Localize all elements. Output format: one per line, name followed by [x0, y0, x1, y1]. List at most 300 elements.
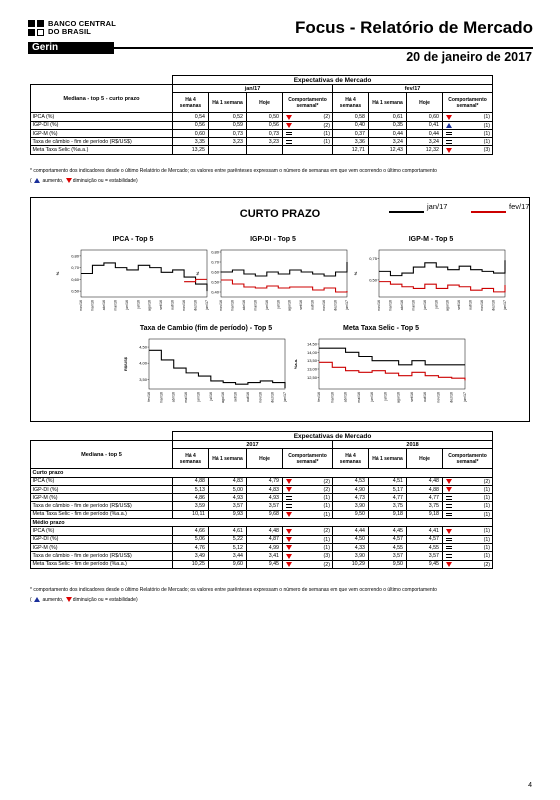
- value-cell: 4,73: [333, 494, 369, 502]
- trend-stable-icon: [286, 140, 292, 144]
- trend-stable-icon: [446, 132, 452, 136]
- y-tick-label: 14,00: [306, 349, 317, 355]
- value-cell: 0,56: [247, 121, 283, 129]
- value-cell: 4,77: [369, 494, 407, 502]
- legend-swatch: [471, 211, 506, 213]
- x-tick-label: dez/16: [491, 300, 496, 311]
- value-cell: 12,32: [407, 146, 443, 154]
- period-header: 2017: [173, 441, 333, 449]
- value-cell: 3,57: [209, 502, 247, 510]
- value-cell: 0,37: [333, 129, 369, 137]
- trend-weeks: (2): [323, 114, 330, 121]
- trend-cell: [283, 113, 333, 121]
- value-cell: 4,93: [247, 494, 283, 502]
- trend-cell: [443, 494, 493, 502]
- y-tick-label: 0,50: [369, 277, 377, 283]
- value-cell: 9,50: [333, 510, 369, 518]
- value-cell: 4,83: [247, 485, 283, 493]
- x-tick-label: jan/17: [345, 300, 349, 310]
- trend-weeks: (1): [483, 553, 491, 560]
- report-date: 20 de janeiro de 2017: [406, 50, 532, 64]
- trend-stable-icon: [446, 140, 452, 144]
- y-axis-label: R$/US$: [123, 356, 128, 372]
- trend-cell: [443, 121, 493, 129]
- value-cell: 3,24: [369, 138, 407, 146]
- value-cell: 10,11: [173, 510, 209, 518]
- indicator-label: Meta Taxa Selic - fim de período (%a.a.): [31, 510, 173, 518]
- column-header: Há 4 semanas: [173, 449, 209, 469]
- legend-label: fev/17: [509, 202, 530, 211]
- page-number: 4: [528, 782, 532, 789]
- indicator-label: IGP-M (%): [31, 543, 173, 551]
- chart-svg: [121, 335, 291, 413]
- column-header: Há 1 semana: [369, 449, 407, 469]
- x-tick-label: out/16: [170, 300, 175, 310]
- column-header: Comportamento semanal*: [443, 449, 493, 469]
- trend-down-icon: [286, 479, 292, 484]
- column-header: Comportamento semanal*: [283, 449, 333, 469]
- legend-entry: [389, 202, 448, 211]
- trend-weeks: (1): [483, 139, 491, 146]
- expectations-table-short: [30, 75, 531, 155]
- row-header: Mediana - top 5: [31, 441, 173, 469]
- value-cell: 3,23: [209, 138, 247, 146]
- x-tick-label: set/16: [457, 300, 462, 310]
- trend-down-icon: [286, 545, 292, 550]
- trend-cell: [283, 552, 333, 560]
- x-tick-label: out/16: [423, 392, 428, 402]
- series-line-1: [379, 282, 505, 292]
- short-term-charts-panel: [30, 197, 530, 422]
- x-tick-label: dez/16: [449, 392, 454, 403]
- trend-cell: [283, 510, 333, 518]
- value-cell: 9,93: [209, 510, 247, 518]
- series-line-0: [81, 263, 207, 291]
- plot-frame: [81, 250, 207, 297]
- plot-frame: [149, 339, 285, 389]
- x-tick-label: jul/16: [208, 392, 213, 401]
- value-cell: 9,60: [209, 560, 247, 568]
- trend-weeks: (3): [483, 147, 491, 154]
- x-tick-label: nov/16: [436, 392, 441, 403]
- trend-down-icon: [446, 479, 452, 484]
- x-tick-label: set/16: [233, 392, 238, 402]
- increase-icon: [34, 178, 40, 183]
- trend-cell: [283, 138, 333, 146]
- trend-down-icon: [286, 512, 292, 517]
- x-tick-label: ago/16: [396, 392, 401, 403]
- value-cell: 10,29: [333, 560, 369, 568]
- increase-icon: [34, 597, 40, 602]
- table-row: [31, 485, 531, 493]
- value-cell: 5,17: [369, 485, 407, 493]
- value-cell: 3,36: [333, 138, 369, 146]
- table-row: [31, 138, 531, 146]
- value-cell: 3,24: [407, 138, 443, 146]
- trend-down-icon: [286, 487, 292, 492]
- trend-weeks: (1): [483, 486, 491, 493]
- decrease-icon: [66, 178, 72, 183]
- value-cell: 4,33: [333, 543, 369, 551]
- trend-cell: [283, 146, 333, 154]
- value-cell: 9,18: [407, 510, 443, 518]
- value-cell: 13,25: [173, 146, 209, 154]
- y-axis-label: %: [353, 271, 358, 276]
- table-row: [31, 121, 531, 129]
- y-tick-label: 13,50: [306, 358, 317, 364]
- value-cell: 4,53: [333, 477, 369, 485]
- value-cell: 3,57: [369, 552, 407, 560]
- trend-weeks: (2): [483, 561, 491, 568]
- y-tick-label: 0,70: [211, 259, 219, 265]
- value-cell: 3,75: [369, 502, 407, 510]
- x-tick-label: nov/16: [322, 300, 327, 311]
- x-tick-label: jan/17: [463, 392, 467, 402]
- value-cell: 4,76: [173, 543, 209, 551]
- table-row: [31, 560, 531, 568]
- value-cell: 4,83: [209, 477, 247, 485]
- trend-weeks: (3): [323, 553, 330, 560]
- trend-weeks: (2): [323, 561, 330, 568]
- trend-weeks: (1): [323, 130, 330, 137]
- indicator-label: IPCA (%): [31, 477, 173, 485]
- y-tick-label: 4,00: [139, 360, 147, 366]
- trend-weeks: (1): [483, 130, 491, 137]
- plot-frame: [319, 339, 465, 389]
- value-cell: 5,00: [209, 485, 247, 493]
- trend-weeks: (1): [323, 544, 330, 551]
- y-tick-label: 12,50: [306, 374, 317, 380]
- value-cell: 9,50: [369, 560, 407, 568]
- value-cell: 3,35: [173, 138, 209, 146]
- period-header: 2018: [333, 441, 493, 449]
- column-header: Há 4 semanas: [333, 449, 369, 469]
- value-cell: 4,50: [333, 535, 369, 543]
- y-tick-label: 0,80: [71, 253, 79, 259]
- chart-title: Meta Taxa Selic - Top 5: [343, 325, 419, 332]
- series-line-0: [149, 350, 285, 388]
- trend-cell: [443, 552, 493, 560]
- x-tick-label: nov/16: [377, 300, 381, 311]
- legend-decrease: diminuição ou: [72, 178, 104, 184]
- indicator-label: IPCA (%): [31, 527, 173, 535]
- value-cell: 4,90: [333, 485, 369, 493]
- value-cell: [209, 146, 247, 154]
- chart-svg: [351, 246, 511, 321]
- value-cell: 4,61: [209, 527, 247, 535]
- trend-weeks: (1): [483, 528, 491, 535]
- trend-cell: [283, 535, 333, 543]
- trend-weeks: (2): [323, 478, 330, 485]
- table-row: [31, 502, 531, 510]
- value-cell: 0,56: [173, 121, 209, 129]
- trend-cell: [443, 510, 493, 518]
- x-tick-label: nov/16: [182, 300, 187, 311]
- trend-cell: [443, 535, 493, 543]
- x-tick-label: jan/17: [205, 300, 209, 310]
- chart-svg: [291, 335, 471, 413]
- section-label: Curto prazo: [31, 469, 493, 477]
- x-tick-label: abr/16: [343, 392, 348, 403]
- value-cell: 4,79: [247, 477, 283, 485]
- period-header: jan/17: [173, 85, 333, 93]
- x-tick-label: mai/16: [411, 300, 416, 311]
- x-tick-label: mar/16: [90, 300, 95, 312]
- table-row: [31, 543, 531, 551]
- trend-weeks: (2): [323, 528, 330, 535]
- value-cell: 9,18: [369, 510, 407, 518]
- trend-weeks: (1): [483, 544, 491, 551]
- trend-cell: [443, 485, 493, 493]
- column-header: Comportamento semanal*: [283, 93, 333, 113]
- trend-stable-icon: [446, 504, 452, 508]
- trend-weeks: (1): [323, 511, 330, 518]
- x-tick-label: jun/16: [264, 300, 269, 310]
- trend-stable-icon: [446, 513, 452, 517]
- indicator-label: IGP-DI (%): [31, 485, 173, 493]
- y-tick-label: 4,50: [139, 344, 147, 350]
- column-header: Há 1 semana: [209, 449, 247, 469]
- indicator-label: IGP-M (%): [31, 129, 173, 137]
- value-cell: [247, 146, 283, 154]
- value-cell: 4,66: [173, 527, 209, 535]
- indicator-label: Taxa de câmbio - fim de período (R$/US$): [31, 138, 173, 146]
- x-tick-label: out/16: [310, 300, 315, 310]
- x-tick-label: fev/16: [147, 392, 151, 402]
- y-tick-label: 0,40: [211, 289, 219, 295]
- chart-title: IGP-M - Top 5: [408, 236, 454, 243]
- indicator-label: IPCA (%): [31, 113, 173, 121]
- trend-stable-icon: [286, 132, 292, 136]
- trend-cell: [443, 527, 493, 535]
- value-cell: 4,41: [407, 527, 443, 535]
- x-tick-label: abr/16: [399, 300, 404, 311]
- value-cell: 4,88: [407, 485, 443, 493]
- trend-down-icon: [286, 537, 292, 542]
- mini-chart: [193, 236, 353, 321]
- legend-swatch: [389, 211, 424, 213]
- trend-cell: [443, 138, 493, 146]
- value-cell: 4,88: [173, 477, 209, 485]
- trend-cell: [283, 477, 333, 485]
- x-tick-label: abr/16: [101, 300, 106, 311]
- indicator-label: IGP-DI (%): [31, 121, 173, 129]
- y-tick-label: 0,50: [211, 279, 219, 285]
- chart-title: IPCA - Top 5: [112, 236, 154, 243]
- value-cell: 4,51: [369, 477, 407, 485]
- indicator-label: Taxa de câmbio - fim de período (R$/US$): [31, 502, 173, 510]
- value-cell: 5,06: [173, 535, 209, 543]
- footnote: * comportamento dos indicadores desde o último Relatório de Mercado; os valores entre parênteses expressam o número de semanas em que vem ocorrendo o último comportamento: [30, 168, 437, 174]
- value-cell: 3,41: [247, 552, 283, 560]
- x-tick-label: ago/16: [147, 300, 152, 311]
- x-tick-label: dez/16: [333, 300, 338, 311]
- charts-section-title: CURTO PRAZO: [239, 208, 321, 220]
- trend-weeks: (1): [323, 503, 330, 510]
- trend-down-icon: [286, 529, 292, 534]
- column-header: Comportamento semanal*: [443, 93, 493, 113]
- trend-legend-2: [30, 597, 138, 603]
- y-tick-label: 3,50: [139, 376, 147, 382]
- legend-label: jan/17: [427, 202, 448, 211]
- column-header: Há 1 semana: [369, 93, 407, 113]
- expectations-table-annual: [30, 431, 531, 569]
- value-cell: 0,35: [369, 121, 407, 129]
- x-tick-label: jul/16: [276, 300, 281, 309]
- x-tick-label: mar/16: [159, 392, 164, 404]
- trend-down-icon: [286, 123, 292, 128]
- value-cell: 5,12: [209, 543, 247, 551]
- column-header: Há 1 semana: [209, 93, 247, 113]
- y-tick-label: 0,60: [71, 276, 79, 282]
- series-line-0: [379, 260, 505, 275]
- column-header: Hoje: [407, 93, 443, 113]
- trend-cell: [443, 129, 493, 137]
- trend-weeks: (1): [483, 511, 491, 518]
- mini-chart: [53, 236, 213, 321]
- trend-weeks: (2): [323, 122, 330, 129]
- trend-down-icon: [286, 562, 292, 567]
- plot-frame: [379, 250, 505, 297]
- value-cell: 0,44: [369, 129, 407, 137]
- trend-weeks: (1): [483, 503, 491, 510]
- trend-cell: [443, 146, 493, 154]
- y-tick-label: 0,70: [71, 265, 79, 271]
- trend-stable-icon: [446, 554, 452, 558]
- trend-weeks: (1): [323, 139, 330, 146]
- chart-svg: [193, 246, 353, 321]
- table-row: [31, 113, 531, 121]
- table-row: [31, 477, 531, 485]
- trend-up-icon: [446, 123, 452, 128]
- value-cell: 9,45: [247, 560, 283, 568]
- x-tick-label: mai/16: [356, 392, 361, 403]
- x-tick-label: out/16: [245, 392, 250, 402]
- x-tick-label: fev/16: [317, 392, 321, 402]
- trend-down-icon: [446, 487, 452, 492]
- mini-chart: [351, 236, 511, 321]
- x-tick-label: mar/16: [330, 392, 335, 404]
- value-cell: 0,60: [173, 129, 209, 137]
- trend-cell: [443, 502, 493, 510]
- series-line-1: [221, 280, 347, 292]
- x-tick-label: ago/16: [221, 392, 226, 403]
- x-tick-label: mai/16: [253, 300, 258, 311]
- trend-cell: [283, 560, 333, 568]
- decrease-icon: [66, 597, 72, 602]
- table-row: [31, 535, 531, 543]
- chart-title: IGP-DI - Top 5: [250, 236, 296, 243]
- value-cell: 4,87: [247, 535, 283, 543]
- series-line-0: [221, 262, 347, 276]
- x-tick-label: abr/16: [241, 300, 246, 311]
- trend-down-icon: [446, 529, 452, 534]
- column-header: Há 4 semanas: [173, 93, 209, 113]
- trend-weeks: (2): [483, 478, 491, 485]
- value-cell: 12,43: [369, 146, 407, 154]
- legend-stable: = estabilidade): [104, 597, 138, 603]
- trend-cell: [283, 527, 333, 535]
- indicator-label: Meta Taxa Selic (%a.a.): [31, 146, 173, 154]
- table-title: Expectativas de Mercado: [173, 432, 493, 441]
- trend-cell: [283, 485, 333, 493]
- trend-weeks: (1): [483, 495, 491, 502]
- trend-down-icon: [446, 562, 452, 567]
- value-cell: 5,13: [173, 485, 209, 493]
- value-cell: 4,86: [173, 494, 209, 502]
- value-cell: 9,45: [407, 560, 443, 568]
- trend-down-icon: [286, 554, 292, 559]
- value-cell: 4,57: [407, 535, 443, 543]
- table-row: [31, 527, 531, 535]
- value-cell: 3,49: [173, 552, 209, 560]
- value-cell: 3,75: [407, 502, 443, 510]
- value-cell: 0,50: [247, 113, 283, 121]
- value-cell: 3,90: [333, 502, 369, 510]
- value-cell: 0,52: [209, 113, 247, 121]
- value-cell: 12,71: [333, 146, 369, 154]
- value-cell: 0,58: [333, 113, 369, 121]
- x-tick-label: jul/16: [383, 392, 388, 401]
- trend-stable-icon: [446, 538, 452, 542]
- value-cell: 4,48: [407, 477, 443, 485]
- value-cell: 3,44: [209, 552, 247, 560]
- value-cell: 4,44: [333, 527, 369, 535]
- trend-stable-icon: [446, 546, 452, 550]
- value-cell: 3,90: [333, 552, 369, 560]
- trend-weeks: (1): [483, 114, 491, 121]
- x-tick-label: jun/16: [422, 300, 427, 310]
- x-tick-label: dez/16: [270, 392, 275, 403]
- y-tick-label: 14,50: [306, 341, 317, 347]
- legend-entry: [471, 202, 530, 211]
- value-cell: 0,59: [209, 121, 247, 129]
- value-cell: 4,57: [369, 535, 407, 543]
- x-tick-label: ago/16: [445, 300, 450, 311]
- trend-weeks: (1): [483, 122, 491, 129]
- table-title: Expectativas de Mercado: [173, 76, 493, 85]
- trend-cell: [443, 477, 493, 485]
- value-cell: 4,48: [247, 527, 283, 535]
- x-tick-label: nov/16: [258, 392, 263, 403]
- column-header: Há 4 semanas: [333, 93, 369, 113]
- dept-label: Gerin: [28, 42, 114, 54]
- footnote-2: * comportamento dos indicadores desde o último Relatório de Mercado; os valores entre parênteses expressam o número de semanas em que vem ocorrendo o último comportamento: [30, 587, 437, 593]
- trend-cell: [283, 494, 333, 502]
- x-tick-label: jan/17: [283, 392, 287, 402]
- y-axis-label: %: [55, 271, 60, 276]
- x-tick-label: jun/16: [124, 300, 129, 310]
- x-tick-label: nov/16: [219, 300, 223, 311]
- legend-decrease: diminuição ou: [72, 597, 104, 603]
- row-header: Mediana - top 5 - curto prazo: [31, 85, 173, 113]
- x-tick-label: set/16: [299, 300, 304, 310]
- trend-cell: [283, 129, 333, 137]
- legend-open: (: [30, 178, 32, 184]
- x-tick-label: out/16: [468, 300, 473, 310]
- value-cell: 4,99: [247, 543, 283, 551]
- trend-weeks: (2): [323, 486, 330, 493]
- x-tick-label: jun/16: [196, 392, 201, 402]
- trend-down-icon: [286, 115, 292, 120]
- value-cell: 4,93: [209, 494, 247, 502]
- trend-stable-icon: [286, 504, 292, 508]
- period-header: fev/17: [333, 85, 493, 93]
- value-cell: 3,57: [247, 502, 283, 510]
- table-row: [31, 494, 531, 502]
- value-cell: 0,60: [407, 113, 443, 121]
- indicator-label: Taxa de câmbio - fim de período (R$/US$): [31, 552, 173, 560]
